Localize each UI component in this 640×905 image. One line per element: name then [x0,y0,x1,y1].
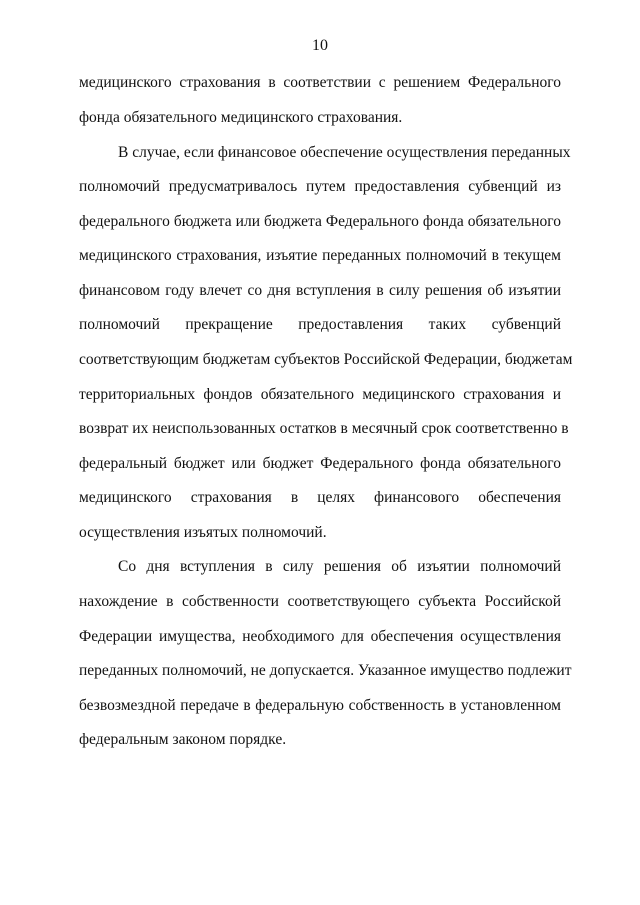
text-line: полномочий предусматривалось путем предоставления субвенций из [79,178,561,195]
text-line: территориальных фондов обязательного медицинского страхования и [79,386,561,403]
text-line: фонда обязательного медицинского страхования. [79,109,403,126]
text-line: нахождение в собственности соответствующего субъекта Российской [79,593,561,610]
text-line: В случае, если финансовое обеспечение осуществления переданных [118,144,571,161]
page-number: 10 [312,37,328,54]
text-line: медицинского страхования, изъятие переданных полномочий в текущем [79,247,561,264]
text-line: Федерации имущества, необходимого для обеспечения осуществления [79,628,561,645]
text-line: соответствующим бюджетам субъектов Российской Федерации, бюджетам [79,351,573,368]
text-line: федеральным законом порядке. [79,731,287,748]
text-line: Со дня вступления в силу решения об изъятии полномочий [118,558,561,575]
text-line: медицинского страхования в соответствии с решением Федерального [79,74,561,91]
text-line: федеральный бюджет или бюджет Федерального фонда обязательного [79,455,561,472]
text-line: возврат их неиспользованных остатков в месячный срок соответственно в [79,420,569,437]
text-line: финансовом году влечет со дня вступления в силу решения об изъятии [79,282,561,299]
text-line: переданных полномочий, не допускается. Указанное имущество подлежит [79,662,572,679]
text-line: медицинского страхования в целях финансового обеспечения [79,489,561,506]
text-line: осуществления изъятых полномочий. [79,524,327,541]
text-line: безвозмездной передаче в федеральную собственность в установленном [79,697,561,714]
text-line: федерального бюджета или бюджета Федерального фонда обязательного [79,213,561,230]
text-line: полномочий прекращение предоставления таких субвенций [79,316,561,333]
